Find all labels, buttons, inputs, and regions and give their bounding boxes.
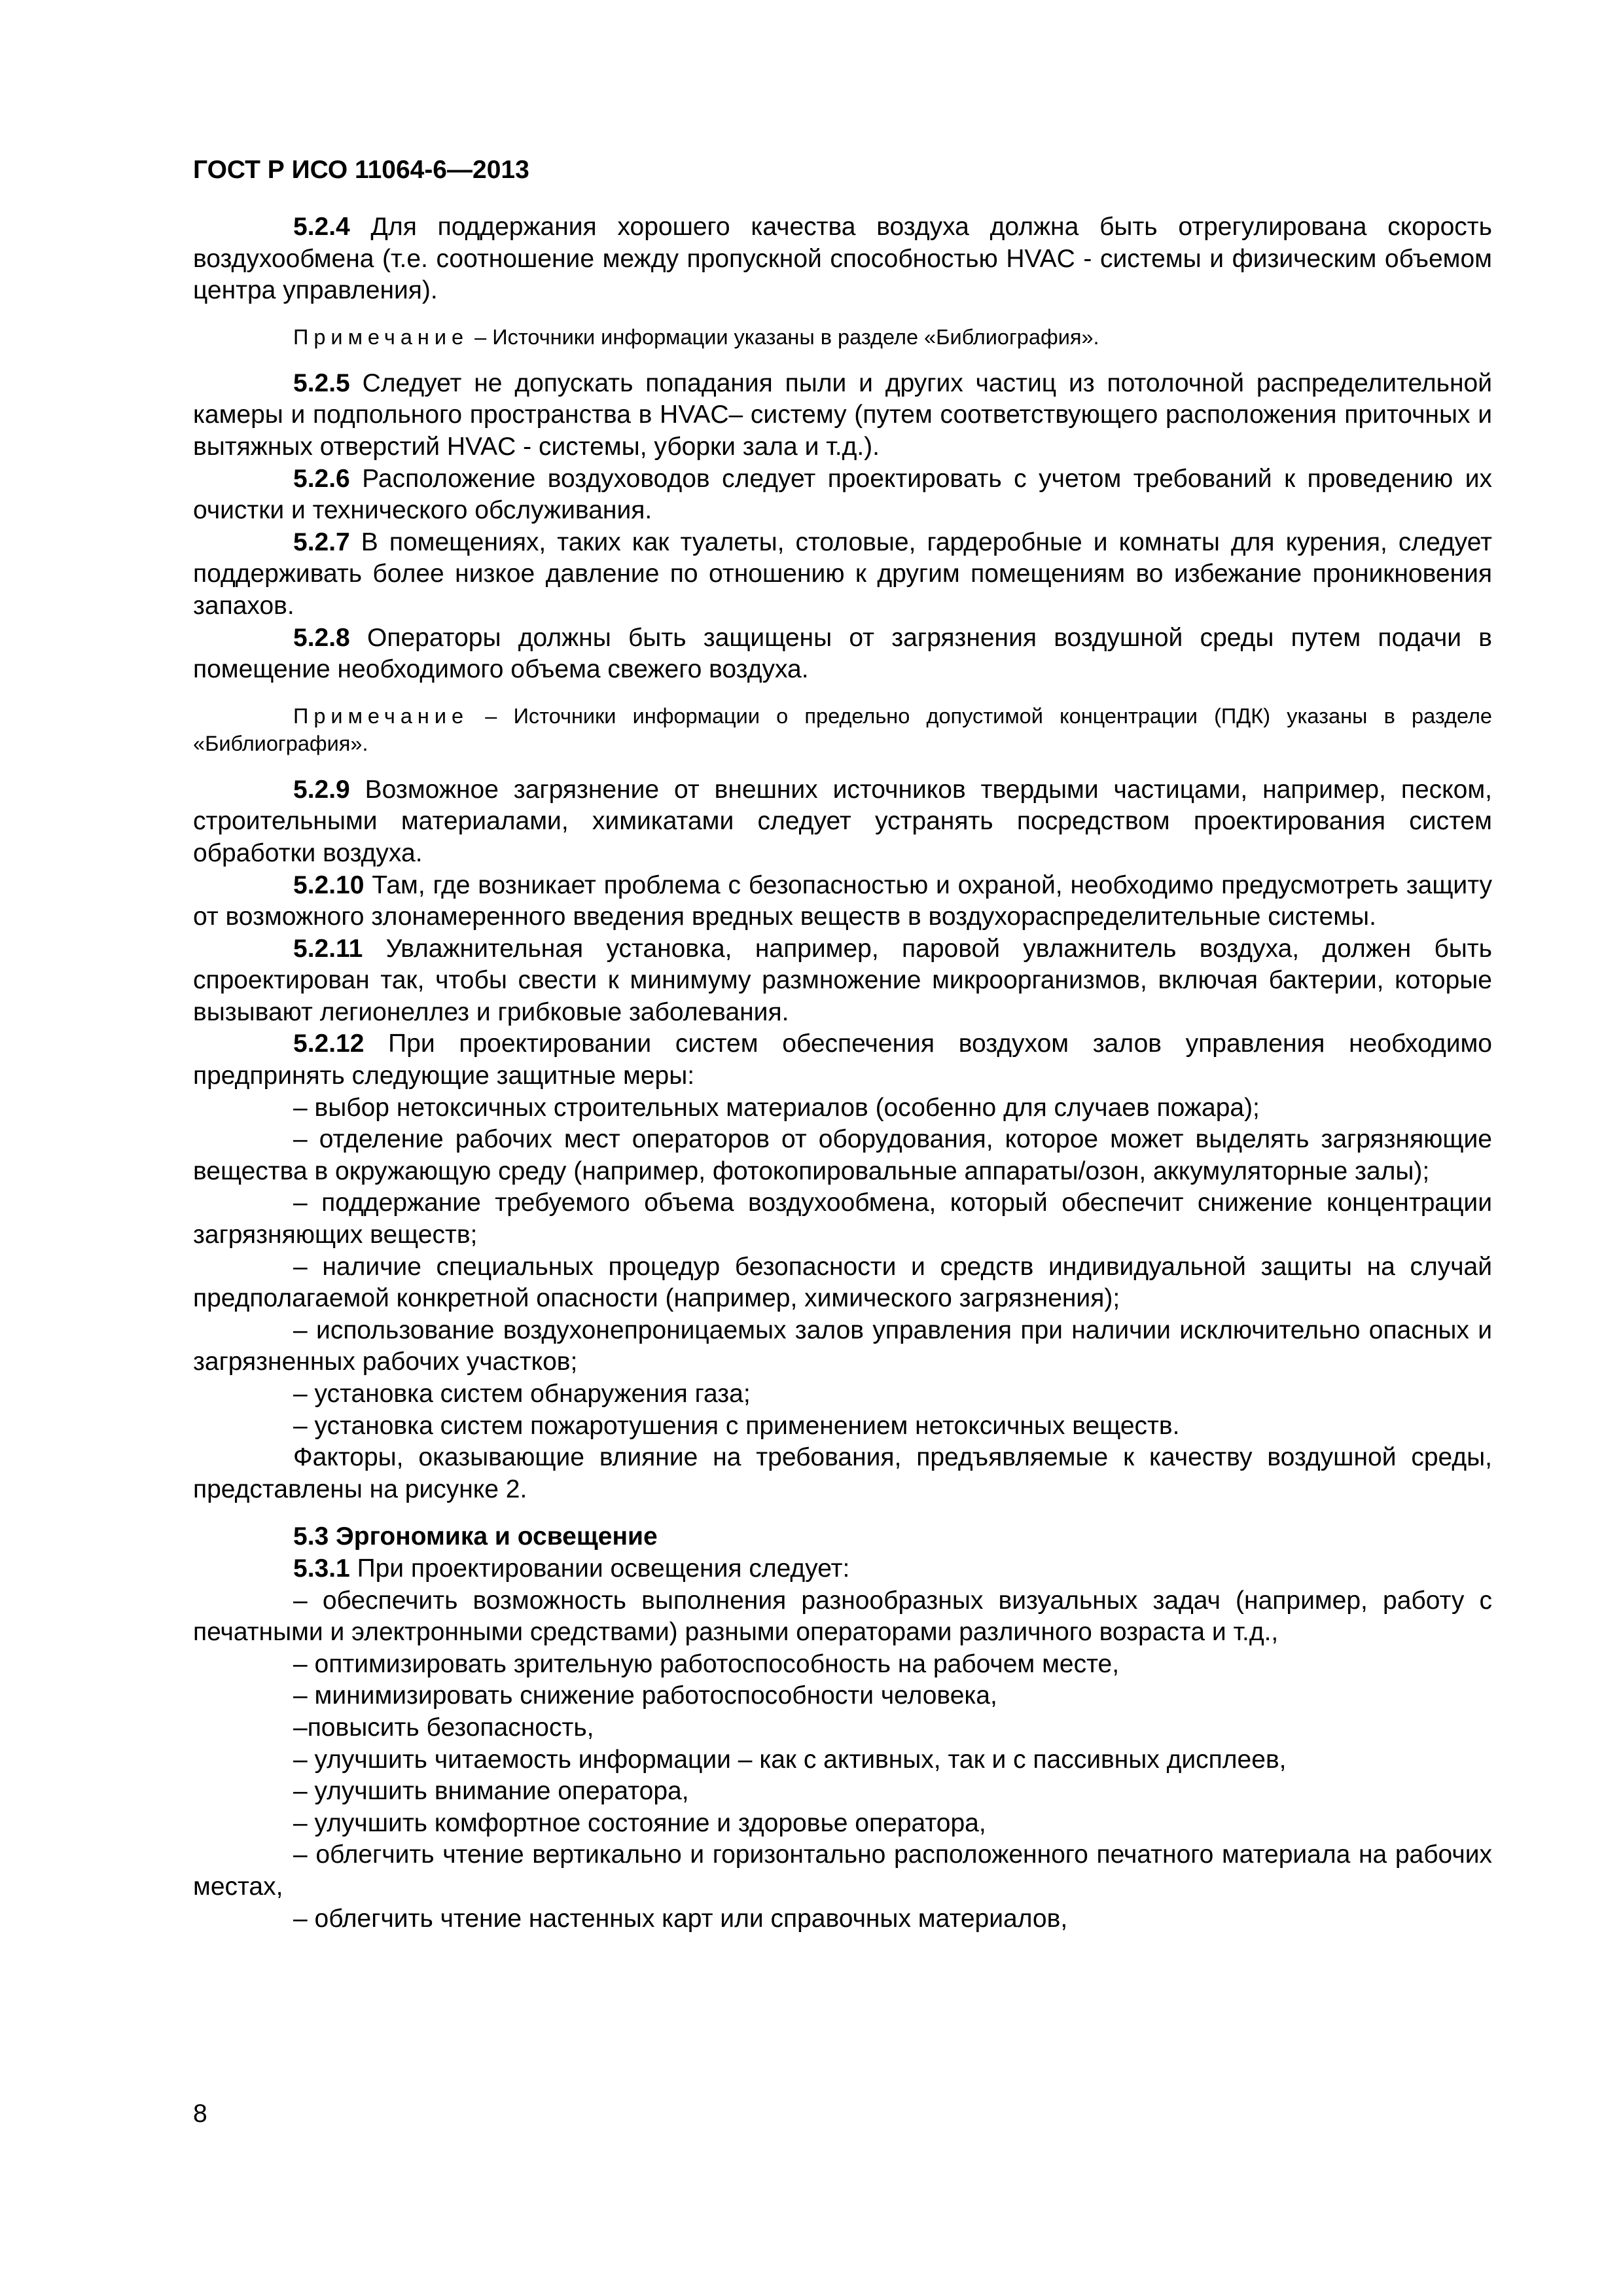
list-item: – облегчить чтение настенных карт или справочных материалов, <box>293 1904 1068 1933</box>
list-item: – поддержание требуемого объема воздухообмена, который обеспечит снижение концентрации загрязняющих веществ; <box>193 1189 1492 1249</box>
document-header: ГОСТ Р ИСО 11064-6—2013 <box>193 156 529 184</box>
list-item: – отделение рабочих мест операторов от оборудования, которое может выделять загрязняющие вещества в окружающую среду (например, фотокопировальные аппараты/озон, аккумуляторные залы); <box>193 1125 1492 1185</box>
clause-number: 5.2.11 <box>293 934 363 963</box>
paragraph-text: Для поддержания хорошего качества воздуха должна быть отрегулирована скорость воздухообмена (т.е. соотношение между пропускной способностью HVAC - системы и физическим объемом центра управления). <box>193 213 1492 305</box>
clause-number: 5.2.4 <box>293 213 350 241</box>
clause-number: 5.2.8 <box>293 623 350 652</box>
list-item: –повысить безопасность, <box>293 1713 594 1742</box>
clause-number: 5.3.1 <box>293 1554 350 1583</box>
paragraph-text: В помещениях, таких как туалеты, столовые, гардеробные и комнаты для курения, следует поддерживать более низкое давление по отношению к другим помещениям во избежание проникновения запахов. <box>193 528 1492 620</box>
paragraph-5-2-4 <box>193 211 1492 307</box>
paragraph-5-2-8 <box>193 622 1492 686</box>
list-item: – обеспечить возможность выполнения разнообразных визуальных задач (например, работу с печатными и электронными средствами) разными операторами различного возраста и т.д., <box>193 1586 1492 1647</box>
paragraph-5-2-7 <box>193 527 1492 622</box>
section-heading: 5.3 Эргономика и освещение <box>293 1522 658 1551</box>
list-item: – установка систем обнаружения газа; <box>293 1380 751 1408</box>
paragraph-5-2-5 <box>193 368 1492 463</box>
list-item: – улучшить внимание оператора, <box>293 1777 689 1806</box>
document-body <box>193 211 1492 1935</box>
paragraph-5-3-1 <box>193 1553 1492 1585</box>
list-item: – использование воздухонепроницаемых залов управления при наличии исключительно опасных и загрязненных рабочих участков; <box>193 1316 1492 1376</box>
list-item: – облегчить чтение вертикально и горизонтально расположенного печатного материала на рабочих местах, <box>193 1840 1492 1901</box>
paragraph-text: Операторы должны быть защищены от загрязнения воздушной среды путем подачи в помещение необходимого объема свежего воздуха. <box>193 623 1492 684</box>
paragraph-text: Увлажнительная установка, например, паровой увлажнитель воздуха, должен быть спроектирован так, чтобы свести к минимуму размножение микроорганизмов, включая бактерии, которые вызывают легионеллез и грибковые заболевания. <box>193 934 1492 1026</box>
clause-number: 5.2.5 <box>293 368 350 397</box>
list-item: – оптимизировать зрительную работоспособность на рабочем месте, <box>293 1649 1120 1678</box>
page-number: 8 <box>193 2100 207 2128</box>
paragraph-text: При проектировании систем обеспечения воздухом залов управления необходимо предпринять следующие защитные меры: <box>193 1030 1492 1090</box>
clause-number: 5.2.10 <box>293 870 365 899</box>
list-item: – улучшить комфортное состояние и здоровье оператора, <box>293 1808 986 1837</box>
note-label: Примечание <box>293 325 469 349</box>
list-item: – минимизировать снижение работоспособности человека, <box>293 1681 997 1710</box>
note-text: – Источники информации о предельно допустимой концентрации (ПДК) указаны в разделе «Библиография». <box>193 704 1492 755</box>
note-label: Примечание <box>293 704 469 728</box>
paragraph-5-2-10 <box>193 870 1492 933</box>
paragraph-5-2-9 <box>193 774 1492 870</box>
paragraph-factors: Факторы, оказывающие влияние на требования, предъявляемые к качеству воздушной среды, представлены на рисунке 2. <box>193 1443 1492 1503</box>
clause-number: 5.2.7 <box>293 528 350 556</box>
list-item: – наличие специальных процедур безопасности и средств индивидуальной защиты на случай предполагаемой конкретной опасности (например, химического загрязнения); <box>193 1252 1492 1313</box>
paragraph-5-2-6 <box>193 463 1492 527</box>
paragraph-text: Следует не допускать попадания пыли и других частиц из потолочной распределительной камеры и подпольного пространства в HVAC– систему (путем соответствующего расположения приточных и вытяжных отверстий HVAC - системы, уборки зала и т.д.). <box>193 368 1492 461</box>
paragraph-text: Расположение воздуховодов следует проектировать с учетом требований к проведению их очистки и технического обслуживания. <box>193 464 1492 525</box>
list-item: – установка систем пожаротушения с применением нетоксичных веществ. <box>293 1411 1180 1440</box>
paragraph-5-2-11 <box>193 933 1492 1029</box>
note <box>193 323 1492 351</box>
note <box>193 702 1492 757</box>
paragraph-text: При проектировании освещения следует: <box>349 1554 850 1583</box>
clause-number: 5.2.9 <box>293 775 350 804</box>
paragraph-text: Там, где возникает проблема с безопасностью и охраной, необходимо предусмотреть защиту от возможного злонамеренного введения вредных веществ в воздухораспределительные системы. <box>193 870 1492 931</box>
note-text: – Источники информации указаны в разделе «Библиография». <box>469 325 1099 349</box>
paragraph-text: Возможное загрязнение от внешних источников твердыми частицами, например, песком, строительными материалами, химикатами следует устранять посредством проектирования систем обработки воздуха. <box>193 775 1492 867</box>
clause-number: 5.2.12 <box>293 1030 365 1058</box>
paragraph-5-2-12 <box>193 1028 1492 1092</box>
list-item: – улучшить читаемость информации – как с активных, так и с пассивных дисплеев, <box>293 1745 1287 1774</box>
list-item: – выбор нетоксичных строительных материалов (особенно для случаев пожара); <box>293 1093 1260 1122</box>
clause-number: 5.2.6 <box>293 464 350 493</box>
